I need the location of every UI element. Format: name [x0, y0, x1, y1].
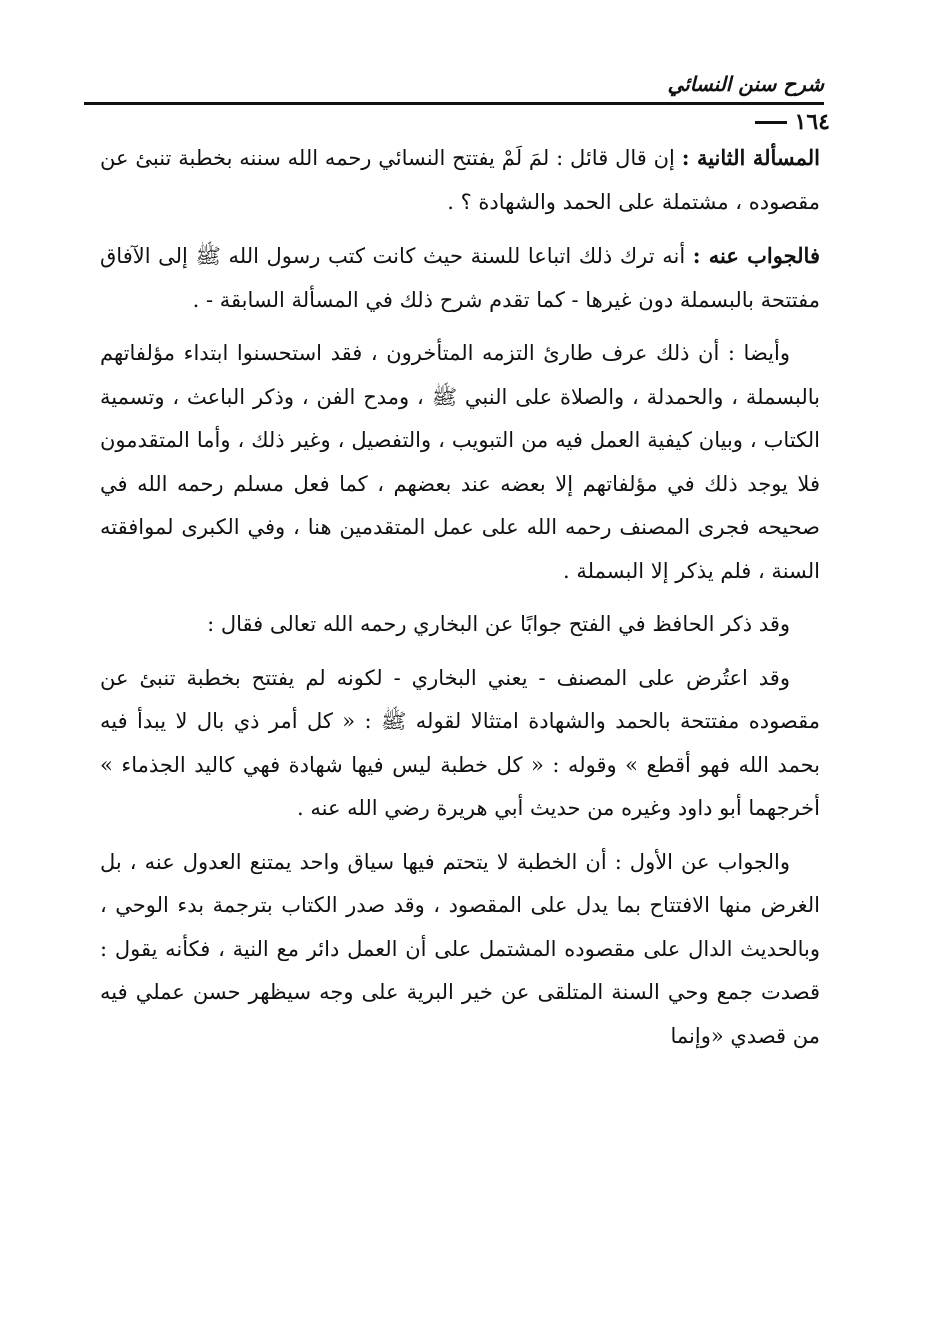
running-title: شرح سنن النسائي	[667, 72, 824, 96]
page-number-row	[718, 110, 830, 134]
header-rule	[84, 102, 824, 105]
body-text	[100, 136, 820, 1058]
paragraph-text: وقد ذكر الحافظ في الفتح جوابًا عن البخاري رحمه الله تعالى فقال :	[207, 612, 790, 636]
paragraph-text: وقد اعتُرض على المصنف - يعني البخاري - لكونه لم يفتتح بخطبة تنبئ عن مقصوده مفتتحة بالحمد والشهادة امتثالا لقوله ﷺ : « كل أمر ذي بال لا يبدأ فيه بحمد الله فهو أقطع » وقوله : « كل خطبة ليس فيها شهادة فهي كاليد الجذماء » أخرجهما أبو داود وغيره من حديث أبي هريرة رضي الله عنه .	[100, 665, 820, 820]
paragraph-answer	[100, 234, 820, 322]
paragraph-objection	[100, 657, 820, 831]
paragraph-text: أنه ترك ذلك اتباعا للسنة حيث كانت كتب رسول الله ﷺ إلى الآفاق مفتتحة بالبسملة دون غيرها - كما تقدم شرح ذلك في المسألة السابقة - .	[100, 244, 820, 312]
paragraph-text: وأيضا : أن ذلك عرف طارئ التزمه المتأخرون ، فقد استحسنوا ابتداء مؤلفاتهم بالبسملة ، والحمدلة ، والصلاة على النبي ﷺ ، ومدح الفن ، وذكر الباعث ، وتسمية الكتاب ، وبيان كيفية العمل فيه من التبويب ، والتفصيل ، وغير ذلك ، وأما المتقدمون فلا يوجد ذلك في مؤلفاتهم إلا بعضه عند بعضهم ، كما فعل مسلم رحمه الله في صحيحه فجرى المصنف رحمه الله على عمل المتقدمين هنا ، وفي الكبرى لموافقته السنة ، فلم يذكر إلا البسملة .	[100, 341, 820, 583]
page-number: ١٦٤	[794, 109, 830, 135]
page-header	[84, 68, 824, 108]
page-number-dash	[755, 121, 787, 124]
paragraph-text: والجواب عن الأول : أن الخطبة لا يتحتم فيها سياق واحد يمتنع العدول عنه ، بل الغرض منها الافتتاح بما يدل على المقصود ، وقد صدر الكتاب بترجمة بدء الوحي ، وبالحديث الدال على مقصوده المشتمل على أن العمل دائر مع النية ، فكأنه يقول : قصدت جمع وحي السنة المتلقى عن خير البرية على وجه سيظهر حسن عملي فيه من قصدي «وإنما	[100, 849, 820, 1048]
paragraph-lead: فالجواب عنه :	[692, 243, 820, 268]
paragraph-hafiz	[100, 603, 820, 647]
paragraph-question	[100, 136, 820, 224]
paragraph-text: إن قال قائل : لمَ لَمْ يفتتح النسائي رحمه الله سننه بخطبة تنبئ عن مقصوده ، مشتملة على الحمد والشهادة ؟ .	[100, 146, 820, 214]
paragraph-lead: المسألة الثانية :	[681, 145, 820, 170]
paragraph-also	[100, 332, 820, 593]
paragraph-reply	[100, 841, 820, 1059]
